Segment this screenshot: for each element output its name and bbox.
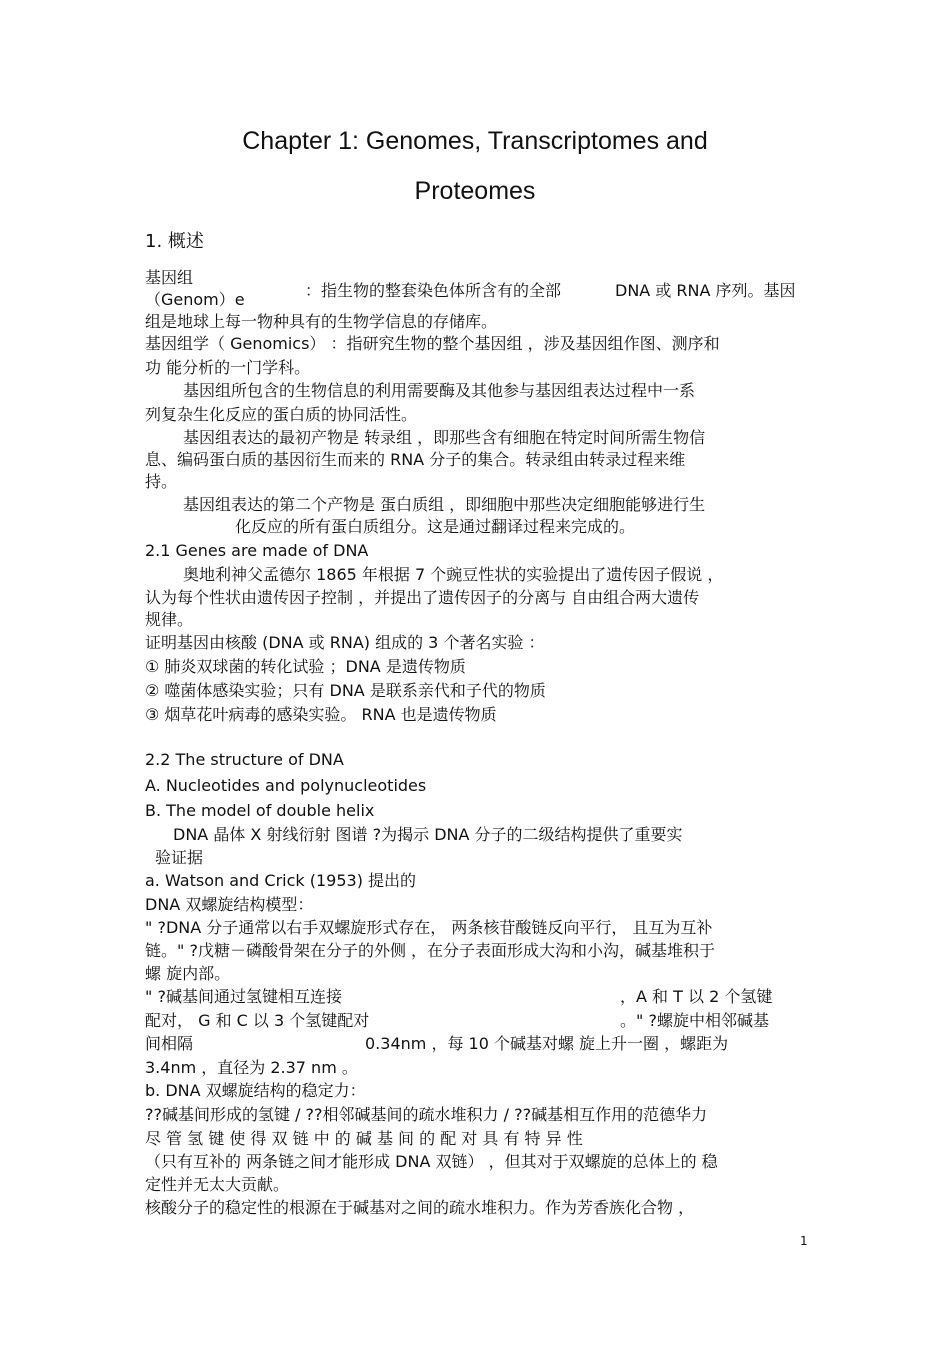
- text-line: 化反应的所有蛋白质组分。这是通过翻译过程来完成的。: [235, 517, 636, 536]
- text-line: B. The model of double helix: [145, 801, 375, 820]
- text-line: 螺 旋内部。: [145, 964, 231, 983]
- list-item: ① 肺炎双球菌的转化试验 ；DNA 是遗传物质: [145, 657, 466, 676]
- text-line: （只有互补的 两条链之间才能形成 DNA 双链） ，但其对于双螺旋的总体上的 稳: [145, 1152, 718, 1171]
- text-line: 配对， G 和 C 以 3 个氢键配对: [145, 1011, 370, 1030]
- text-line: 息、编码蛋白质的基因衍生而来的 RNA 分子的集合。转录组由转录过程来维: [145, 450, 686, 469]
- text-line: 定性并无太大贡献。: [145, 1175, 290, 1194]
- text-line: 基因组学（ Genomics） ：指研究生物的整个基因组 ，涉及基因组作图、测序和: [145, 334, 720, 353]
- subsection-heading: 2.1 Genes are made of DNA: [145, 541, 369, 560]
- text-line: 组是地球上每一物种具有的生物学信息的存储库。: [145, 312, 498, 331]
- text-line: b. DNA 双螺旋结构的稳定力：: [145, 1081, 366, 1100]
- text-line: （Genom）e: [145, 290, 245, 309]
- text-line: a. Watson and Crick (1953) 提出的: [145, 871, 417, 890]
- list-item: ③ 烟草花叶病毒的感染实验。 RNA 也是遗传物质: [145, 705, 497, 724]
- text-line: 基因组: [145, 268, 194, 287]
- text-line: 证明基因由核酸 (DNA 或 RNA) 组成的 3 个著名实验 ：: [145, 633, 545, 652]
- text-line: A. Nucleotides and polynucleotides: [145, 776, 427, 795]
- text-line: 功 能分析的一门学科。: [145, 358, 311, 377]
- text-line: " ?DNA 分子通常以右手双螺旋形式存在， 两条核苷酸链反向平行， 且互为互补: [145, 918, 713, 937]
- page-number: 1: [800, 1234, 808, 1248]
- text-line: 规律。: [145, 610, 194, 629]
- text-line: 尽 管 氢 键 使 得 双 链 中 的 碱 基 间 的 配 对 具 有 特 异 性: [145, 1129, 583, 1148]
- list-item: ② 噬菌体感染实验；只有 DNA 是联系亲代和子代的物质: [145, 681, 546, 700]
- text-line: 3.4nm ，直径为 2.37 nm 。: [145, 1058, 358, 1077]
- text-line: 。" ?螺旋中相邻碱基: [620, 1011, 769, 1030]
- text-line: 持。: [145, 472, 178, 491]
- text-line: 验证据: [155, 848, 204, 867]
- text-line: ：指生物的整套染色体所含有的全部: [305, 281, 562, 300]
- text-line: 0.34nm ，每 10 个碱基对螺 旋上升一圈 ，螺距为: [365, 1034, 729, 1053]
- text-line: ??碱基间形成的氢键 / ??相邻碱基间的疏水堆积力 / ??碱基相互作用的范德华力: [145, 1105, 708, 1124]
- chapter-title-line-1: Chapter 1: Genomes, Transcriptomes and: [242, 127, 708, 155]
- text-line: 基因组表达的第二个产物是 蛋白质组 ，即细胞中那些决定细胞能够进行生: [183, 495, 706, 514]
- text-line: DNA 双螺旋结构模型：: [145, 895, 314, 914]
- text-line: 认为每个性状由遗传因子控制 ，并提出了遗传因子的分离与 自由组合两大遗传: [145, 588, 700, 607]
- text-line: 基因组表达的最初产物是 转录组 ，即那些含有细胞在特定时间所需生物信: [183, 428, 706, 447]
- subsection-heading: 2.2 The structure of DNA: [145, 750, 344, 769]
- text-line: DNA 或 RNA 序列。基因: [615, 281, 796, 300]
- section-heading-overview: 1. 概述: [145, 231, 204, 252]
- text-line: ，A 和 T 以 2 个氢键: [620, 987, 773, 1006]
- text-line: 间相隔: [145, 1034, 194, 1053]
- text-line: 基因组所包含的生物信息的利用需要酶及其他参与基因组表达过程中一系: [183, 381, 696, 400]
- text-line: 链。" ?戊糖－磷酸骨架在分子的外侧 ，在分子表面形成大沟和小沟，碱基堆积于: [145, 941, 716, 960]
- text-line: DNA 晶体 X 射线衍射 图谱 ?为揭示 DNA 分子的二级结构提供了重要实: [173, 825, 683, 844]
- text-line: 核酸分子的稳定性的根源在于碱基对之间的疏水堆积力。作为芳香族化合物 ，: [145, 1198, 695, 1217]
- text-line: " ?碱基间通过氢键相互连接: [145, 987, 342, 1006]
- text-line: 奥地利神父孟德尔 1865 年根据 7 个豌豆性状的实验提出了遗传因子假说 ，: [183, 565, 724, 584]
- chapter-title-line-2: Proteomes: [414, 177, 536, 205]
- text-line: 列复杂生化反应的蛋白质的协同活性。: [145, 405, 418, 424]
